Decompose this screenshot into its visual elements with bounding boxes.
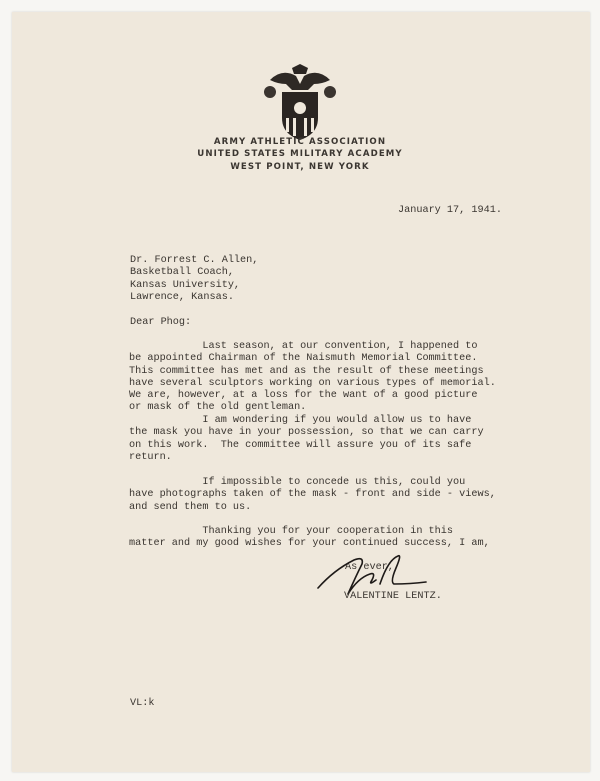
academy-crest-logo bbox=[262, 62, 338, 142]
body-line: on this work. The committee will assure you of its safe bbox=[129, 439, 472, 451]
paragraph-1 bbox=[129, 341, 496, 415]
address-line: Kansas University, bbox=[130, 279, 241, 291]
body-line: Thanking you for your cooperation in this bbox=[129, 526, 454, 537]
body-line: and send them to us. bbox=[129, 501, 252, 513]
letterhead-line: WEST POINT, NEW YORK bbox=[230, 161, 370, 172]
address-line: Dr. Forrest C. Allen, bbox=[130, 255, 259, 266]
signatory-name: VALENTINE LENTZ. bbox=[344, 591, 442, 602]
recipient-address bbox=[130, 255, 258, 304]
address-line: Lawrence, Kansas. bbox=[130, 291, 234, 303]
body-line: Last season, at our convention, I happened to bbox=[129, 341, 478, 352]
salutation: Dear Phog: bbox=[130, 317, 192, 328]
body-line: This committee has met and as the result of these meetings bbox=[129, 365, 484, 377]
body-line: or mask of the old gentleman. bbox=[129, 402, 307, 414]
typist-initials: VL:k bbox=[130, 698, 155, 709]
letterhead bbox=[0, 136, 600, 173]
body-line: return. bbox=[129, 451, 172, 463]
letter-date: January 17, 1941. bbox=[398, 205, 502, 216]
paragraph-4 bbox=[129, 526, 490, 551]
body-line: be appointed Chairman of the Naismuth Memorial Committee. bbox=[129, 353, 478, 365]
body-line: We are, however, at a loss for the want of a good picture bbox=[129, 390, 478, 402]
address-line: Basketball Coach, bbox=[130, 267, 234, 279]
body-line: I am wondering if you would allow us to have bbox=[129, 415, 472, 426]
closing: As ever, bbox=[345, 562, 394, 573]
letterhead-line: UNITED STATES MILITARY ACADEMY bbox=[197, 149, 403, 160]
paragraph-2 bbox=[129, 415, 484, 464]
body-line: the mask you have in your possession, so that we can carry bbox=[129, 427, 484, 439]
body-line: have photographs taken of the mask - front and side - views, bbox=[129, 489, 496, 501]
body-line: have several sculptors working on various types of memorial. bbox=[129, 377, 496, 389]
letterhead-line: ARMY ATHLETIC ASSOCIATION bbox=[213, 137, 387, 147]
paragraph-3 bbox=[129, 477, 496, 514]
body-line: matter and my good wishes for your continued success, I am, bbox=[129, 538, 490, 550]
body-line: If impossible to concede us this, could you bbox=[129, 477, 466, 488]
